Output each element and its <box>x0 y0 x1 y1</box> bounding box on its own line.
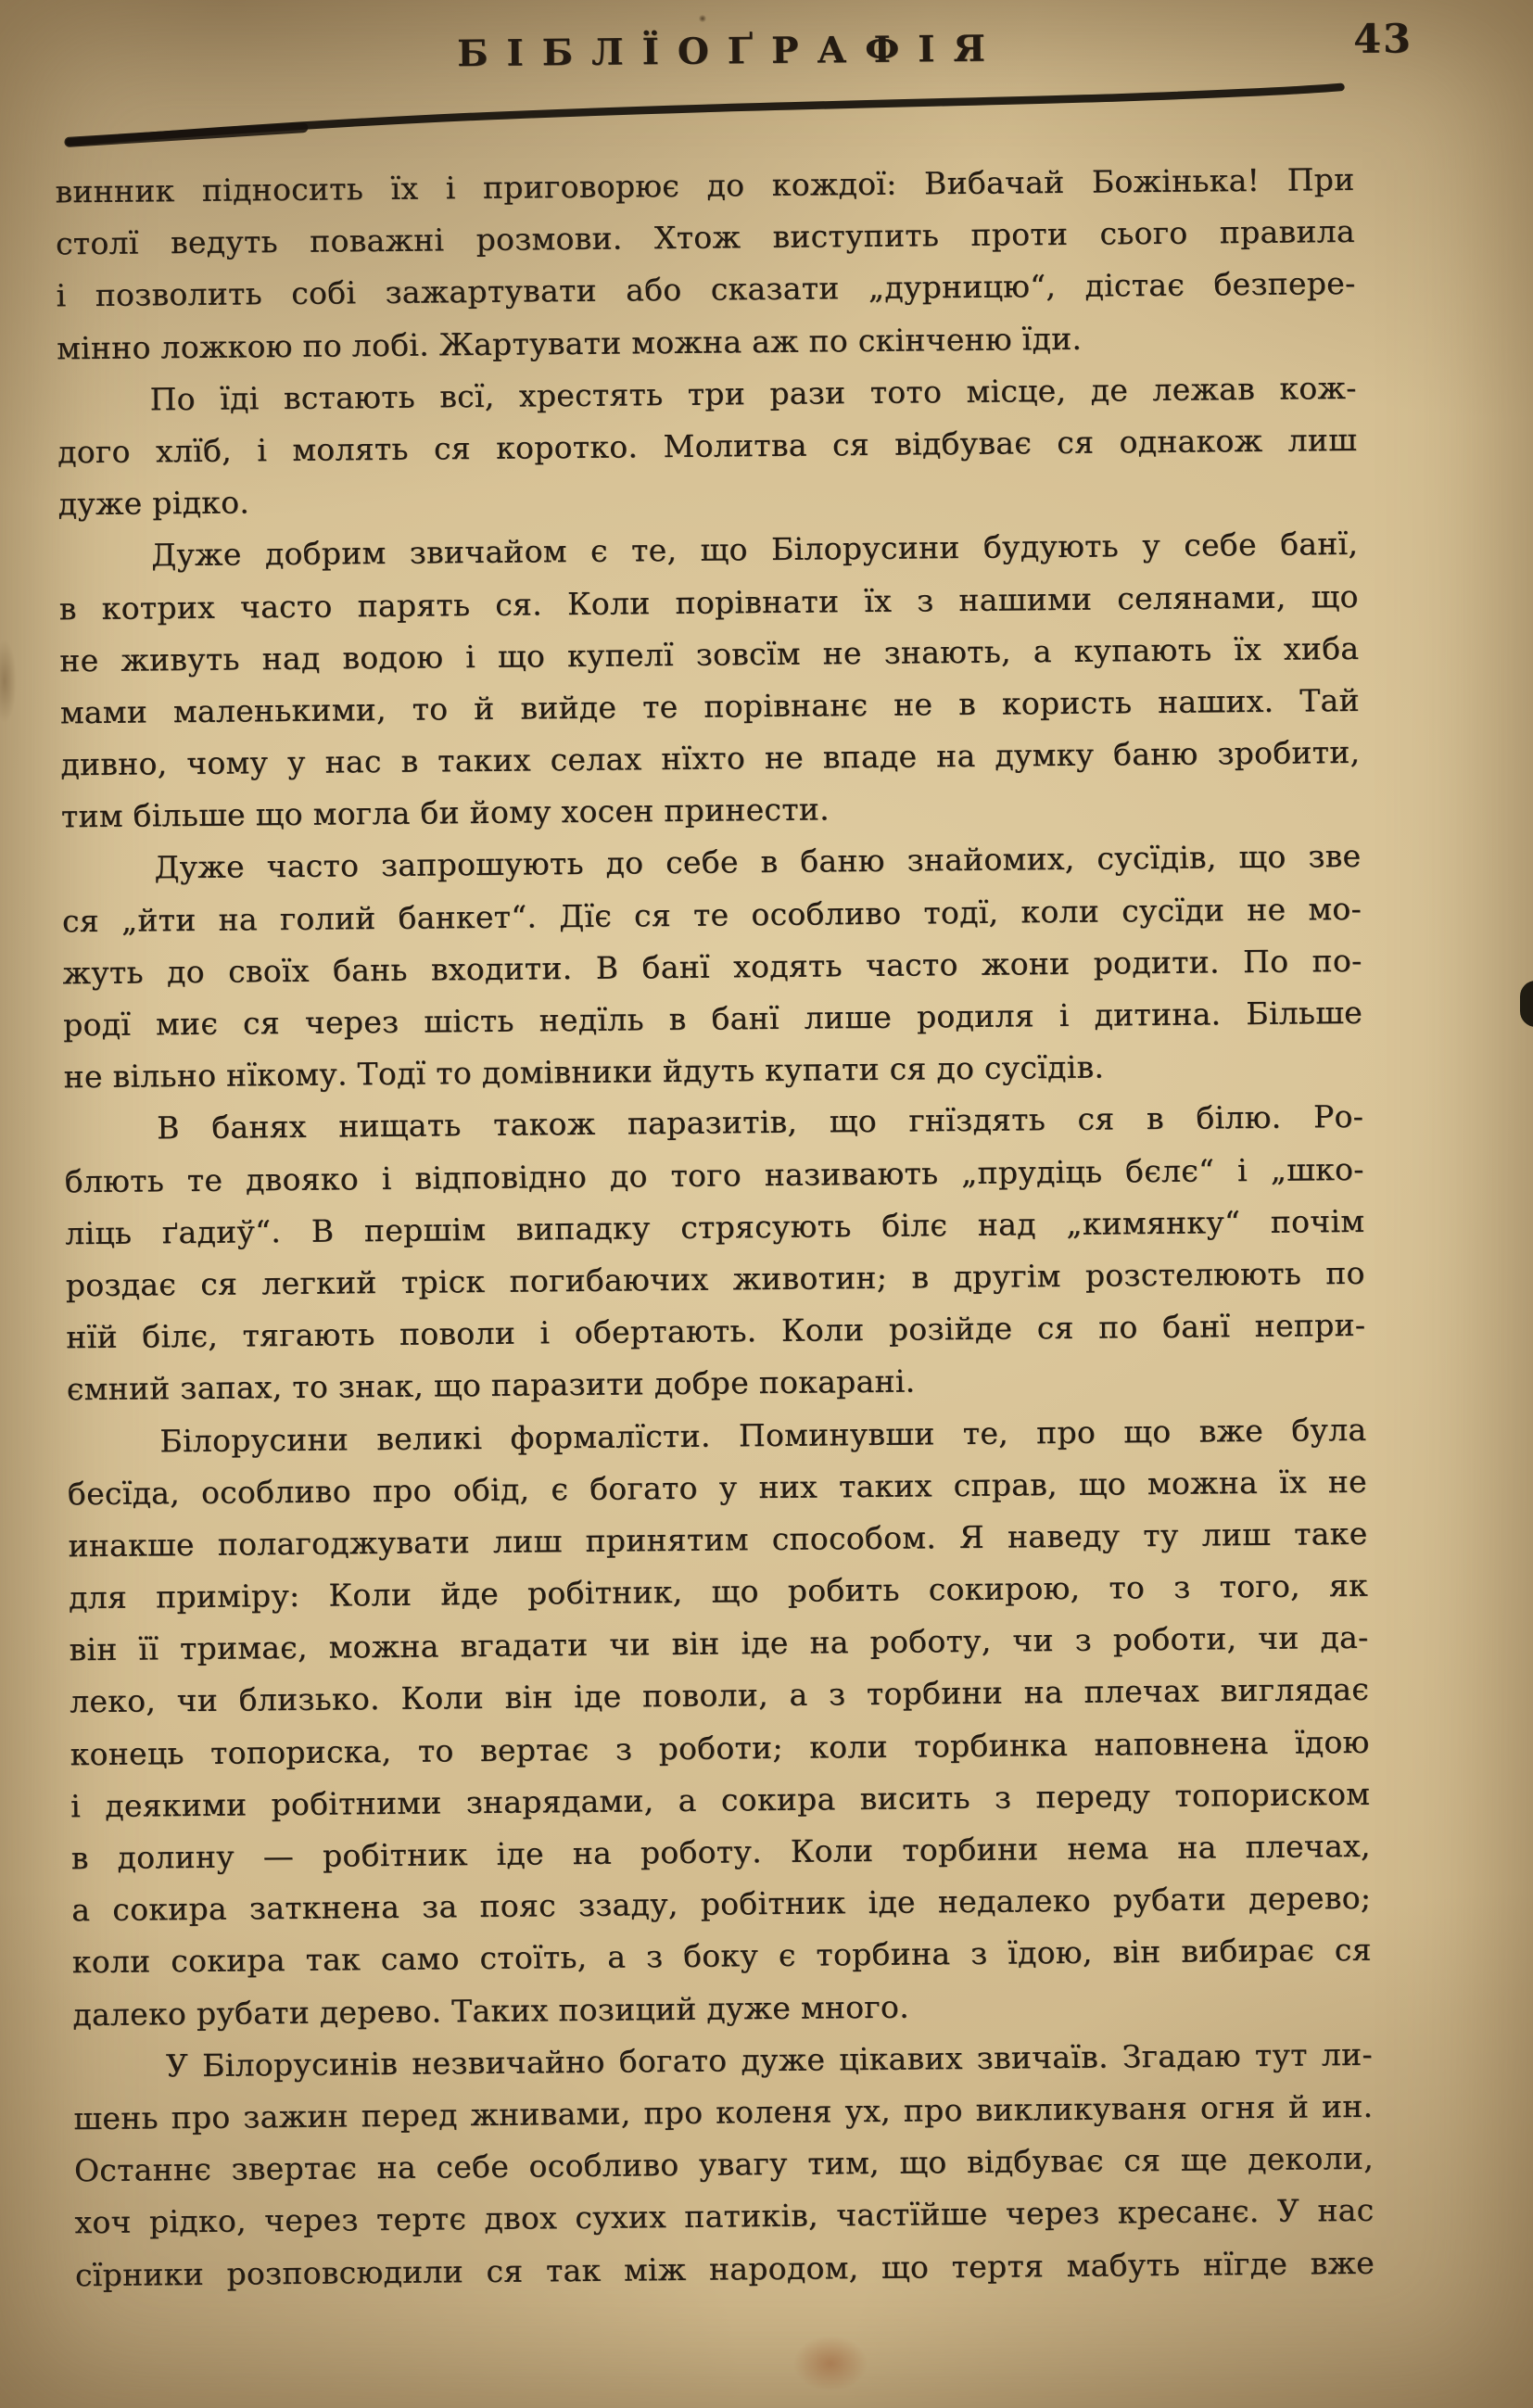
text-line: родї миє ся через шість недїль в банї лише родиля і дитина. Більше <box>62 994 1363 1044</box>
text-line: нїй білє, тягають поволи і обертають. Коли розійде ся по банї непри- <box>66 1306 1366 1356</box>
text-line: дого хлїб, і молять ся коротко. Молитва ся відбуває ся однакож лиш <box>57 421 1358 471</box>
text-line: ся „йти на голий банкет“. Дїє ся те особливо тодї, коли сусїди не мо- <box>61 890 1362 939</box>
text-line: шень про зажин перед жнивами, про коленя ух, про викликуваня огня й ин. <box>73 2087 1374 2137</box>
text-line: винник підносить їх і приговорює до кождої: Вибачай Божінька! При <box>55 160 1355 210</box>
page-header <box>0 0 1530 146</box>
paper-stain-left <box>0 640 17 723</box>
paragraph <box>61 830 1363 1103</box>
text-line: далеко рубати дерево. Таких позиций дуже много. <box>72 1988 910 2033</box>
text-line: Білорусини великі формалїсти. Поминувши те, про що вже була <box>159 1411 1367 1459</box>
text-line: ліць ґадиў“. В першім випадку стрясують білє над „кимянку“ почім <box>65 1202 1365 1252</box>
text-line: хоч рідко, через тертє двох сухих патиків, частїйше через кресанє. У нас <box>74 2192 1375 2241</box>
text-line: блють те двояко і відповідно до того називають „прудіць бєлє“ і „шко- <box>64 1150 1364 1199</box>
text-line: ємний запах, то знак, що паразити добре покарані. <box>66 1362 916 1408</box>
text-line: роздає ся легкий тріск погибаючих животин; в другім розстелюють по <box>65 1254 1365 1304</box>
text-line: в котрих часто парять ся. Коли порівнати їх з нашими селянами, що <box>58 577 1359 627</box>
text-line: По їді встають всї, хрестять три рази тото місце, де лежав кож- <box>149 369 1357 418</box>
text-line: він її тримає, можна вгадати чи він іде на роботу, чи з роботи, чи да- <box>69 1619 1369 1668</box>
text-line: а сокира заткнена за пояс ззаду, робітник іде недалеко рубати дерево; <box>71 1880 1372 1929</box>
text-line: жуть до своїх бань входити. В банї ходять часто жони родити. По по- <box>62 942 1362 992</box>
paragraph <box>64 1091 1366 1416</box>
paragraph <box>67 1403 1372 2041</box>
page-number: 43 <box>1352 16 1413 63</box>
paragraph <box>73 2029 1375 2301</box>
text-line: і деякими робітними знарядами, а сокира висить з переду топориском <box>70 1775 1371 1825</box>
text-line: столї ведуть поважні розмови. Хтож виступить проти сього правила <box>55 213 1356 262</box>
text-line: не живуть над водою і що купелї зовсїм не знають, а купають їх хиба <box>59 629 1360 679</box>
text-line: леко, чи близько. Коли він іде поволи, а з торбини на плечах виглядає <box>69 1671 1370 1720</box>
text-line: не вільно нїкому. Тодї то домівники йдуть купати ся до сусїдів. <box>63 1048 1105 1096</box>
text-line: У Білорусинів незвичайно богато дуже цікавих звичаїв. Згадаю тут ли- <box>165 2035 1374 2085</box>
text-line: в долину — робітник іде на роботу. Коли торбини нема на плечах, <box>70 1827 1371 1877</box>
text-line: дуже рідко. <box>57 484 250 523</box>
text-line: для приміру: Коли йде робітник, що робить сокирою, то з того, як <box>68 1566 1369 1616</box>
text-block <box>55 154 1375 2301</box>
paragraph <box>57 362 1358 531</box>
text-line: Дуже добрим звичайом є те, що Білорусини будують у себе банї, <box>151 526 1359 574</box>
text-line: инакше полагоджувати лиш принятим способом. Я наведу ту лиш таке <box>68 1515 1368 1565</box>
text-line: бесїда, особливо про обід, є богато у них таких справ, що можна їх не <box>67 1463 1368 1512</box>
ink-smudge <box>1520 981 1533 1027</box>
text-line: мінно ложкою по лобі. Жартувати можна аж по скінченю їди. <box>56 320 1083 366</box>
text-line: сїрники розповсюдили ся так між народом, що тертя мабуть нїгде вже <box>74 2244 1375 2293</box>
text-line: мами маленькими, то й вийде те порівнанє не в користь наших. Тай <box>59 681 1360 731</box>
text-line: Дуже часто запрошують до себе в баню знайомих, сусїдів, що зве <box>154 838 1362 886</box>
text-line: конець топориска, то вертає з роботи; коли торбинка наповнена їдою <box>70 1723 1370 1772</box>
text-line: дивно, чому у нас в таких селах нїхто не впаде на думку баню зробити, <box>60 733 1361 783</box>
paragraph <box>55 154 1356 374</box>
text-line: Останнє звертає на себе особливо увагу тим, що відбуває ся ще деколи, <box>73 2139 1375 2189</box>
text-line: коли сокира так само стоїть, а з боку є торбина з їдою, він вибирає ся <box>71 1932 1372 1981</box>
text-line: і позволить собі зажартувати або сказати „дурницю“, дістає безпере- <box>56 265 1356 314</box>
paragraph <box>58 518 1361 843</box>
page-title: БІБЛЇОҐРАФІЯ <box>457 27 1005 76</box>
paper-stain <box>793 2336 868 2391</box>
text-line: В банях нищать також паразитів, що гнїздять ся в білю. Ро- <box>156 1098 1364 1147</box>
text-line: тим більше що могла би йому хосен принести. <box>60 791 830 835</box>
